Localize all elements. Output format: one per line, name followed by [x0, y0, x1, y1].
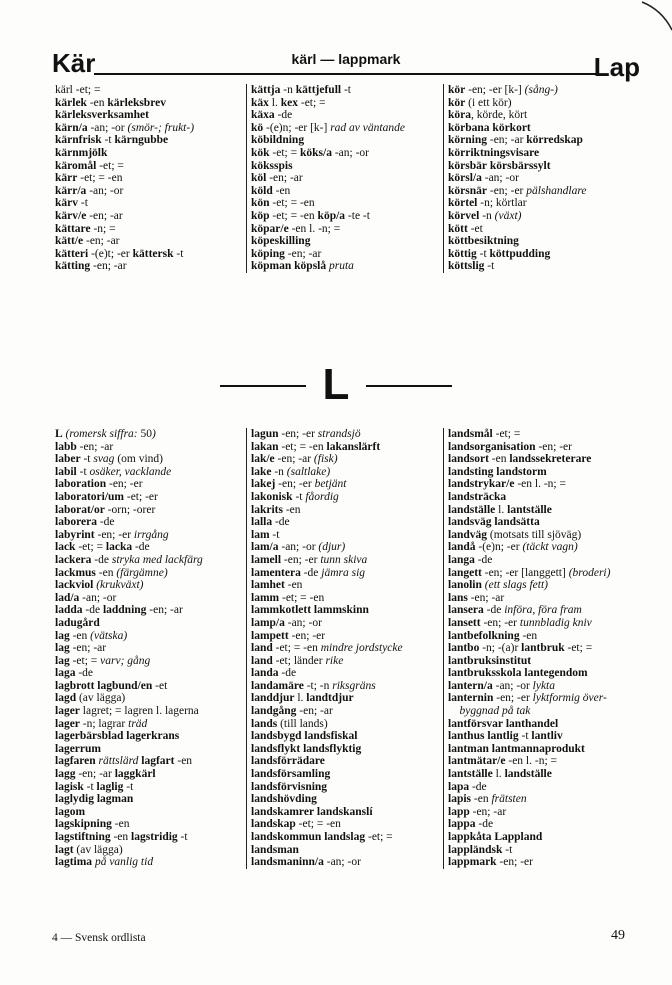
dictionary-entry: lantbruksskola lantegendom: [448, 667, 588, 680]
dictionary-entry: lammkotlett lammskinn: [251, 604, 369, 617]
dictionary-entry: landsträcka: [448, 490, 507, 503]
header-rule: [94, 73, 596, 75]
dictionary-entry: lackera -de stryka med lackfärg: [55, 553, 203, 566]
dictionary-entry: lagskipning -en: [55, 818, 130, 831]
dictionary-entry: lantställe l. landställe: [448, 768, 552, 781]
dictionary-entry: landå -(e)n; -er (täckt vagn): [448, 541, 578, 554]
dictionary-entry: köttig -t köttpudding: [448, 247, 551, 260]
dictionary-entry: lantbefolkning -en: [448, 629, 538, 642]
dictionary-entry: lapis -en frätsten: [448, 793, 527, 806]
dictionary-entry: köra, körde, kört: [448, 109, 528, 122]
dictionary-entry: lamentera -de jämra sig: [251, 566, 366, 579]
dictionary-entry: lantern/a -an; -or lykta: [448, 679, 556, 692]
dictionary-entry: lapa -de: [448, 780, 487, 793]
dictionary-entry: lans -en; -ar: [448, 591, 505, 604]
dictionary-entry: lam/a -an; -or (djur): [251, 541, 346, 554]
dictionary-entry: körtel -n; körtlar: [448, 197, 527, 210]
dictionary-entry: lands (till lands): [251, 717, 328, 730]
header-range: kärl — lappmark: [291, 51, 401, 67]
dictionary-entry: landsväg landsätta: [448, 516, 540, 529]
dictionary-entry: lager -n; lagrar träd: [55, 717, 148, 730]
dictionary-entry: laborat/or -orn; -orer: [55, 503, 156, 516]
dictionary-entry: lantbruksinstitut: [448, 654, 532, 667]
dictionary-entry: langa -de: [448, 553, 493, 566]
dictionary-entry: lackviol (krukväxt): [55, 579, 144, 592]
dictionary-entry: kö -(e)n; -er [k-] rad av väntande: [251, 121, 405, 134]
dictionary-entry: lampett -en; -er: [251, 629, 326, 642]
dictionary-entry: lam -t: [251, 528, 280, 541]
dictionary-entry: laber -t svag (om vind): [55, 453, 163, 466]
top-column-3: [444, 84, 640, 273]
dictionary-entry: kör -en; -er [k-] (sång-): [448, 84, 558, 96]
dictionary-entry: lamell -en; -er tunn skiva: [251, 553, 368, 566]
dictionary-entry: kärn/a -an; -or (smör-; frukt-): [55, 121, 195, 134]
dictionary-entry: landskap -et; = -en: [251, 818, 341, 831]
dictionary-entry: kättja -n kättjefull -t: [251, 84, 351, 96]
bottom-entry-columns: [52, 428, 640, 869]
dictionary-entry: kärr -et; = -en: [55, 172, 123, 185]
dictionary-entry: lappmark -en; -er: [448, 856, 533, 869]
dictionary-entry: lagerrum: [55, 742, 101, 755]
dictionary-entry: landgång -en; -ar: [251, 705, 333, 718]
dictionary-entry: körsbär körsbärssylt: [448, 159, 551, 172]
dictionary-entry: land -et; länder rike: [251, 654, 344, 667]
page-number: 49: [611, 928, 625, 943]
dictionary-entry: köping -en; -ar: [251, 247, 322, 260]
dictionary-entry: käxa -de: [251, 109, 293, 122]
dictionary-entry: kärnfrisk -t kärngubbe: [55, 134, 169, 147]
footer-book-title: 4 — Svensk ordlista: [52, 932, 146, 944]
dictionary-entry: land -et; = -en mindre jordstycke: [251, 642, 403, 655]
dictionary-entry: lack -et; = lacka -de: [55, 541, 150, 554]
dictionary-entry: landa -de: [251, 667, 297, 680]
dictionary-entry: käx l. kex -et; =: [251, 96, 326, 109]
dictionary-entry: köksspis: [251, 159, 293, 172]
dictionary-entry: lagt (av lägga): [55, 843, 123, 856]
dictionary-entry: köpeskilling: [251, 235, 311, 248]
dictionary-entry: kärl -et; =: [55, 84, 101, 96]
dictionary-entry: laglydig lagman: [55, 793, 134, 806]
top-column-1: [52, 84, 247, 273]
dictionary-entry: lagun -en; -er strandsjö: [251, 428, 361, 440]
page-corner-curve: [632, 0, 672, 40]
dictionary-entry: laboratori/um -et; -er: [55, 490, 158, 503]
dictionary-entry: labyrint -en; -er irrgång: [55, 528, 169, 541]
dictionary-entry: landsmål -et; =: [448, 428, 521, 440]
dictionary-entry: kättare -n; =: [55, 222, 116, 235]
page-header: [52, 44, 640, 82]
dictionary-entry: lakej -en; -er betjänt: [251, 478, 347, 491]
top-column-2: [247, 84, 444, 273]
dictionary-entry: landamäre -t; -n riksgräns: [251, 679, 376, 692]
dictionary-entry: lamp/a -an; -or: [251, 616, 322, 629]
dictionary-entry: L (romersk siffra: 50): [55, 428, 156, 440]
dictionary-entry: lansera -de införa, föra fram: [448, 604, 582, 617]
dictionary-entry: lagg -en; -ar laggkärl: [55, 768, 156, 781]
dictionary-entry: kärv -t: [55, 197, 88, 210]
dictionary-entry: kärr/a -an; -or: [55, 184, 124, 197]
dictionary-entry: körsl/a -an; -or: [448, 172, 519, 185]
top-entry-columns: [52, 84, 640, 273]
dictionary-entry: lappländsk -t: [448, 843, 513, 856]
dictionary-entry: landsting landstorm: [448, 465, 547, 478]
dictionary-entry: lak/e -en; -ar (fisk): [251, 453, 338, 466]
dictionary-entry: kärleksverksamhet: [55, 109, 149, 122]
dictionary-entry: lag -en; -ar: [55, 642, 107, 655]
dictionary-entry: landskamrer landskanslí: [251, 805, 373, 818]
section-letter: L: [322, 360, 350, 409]
dictionary-entry: lakonisk -t fåordig: [251, 490, 339, 503]
bottom-column-3: [444, 428, 640, 869]
dictionary-entry: körriktningsvisare: [448, 146, 540, 159]
dictionary-entry: lantförsvar lanthandel: [448, 717, 559, 730]
dictionary-entry: landsman: [251, 843, 299, 856]
dictionary-entry: körbana körkort: [448, 121, 531, 134]
dictionary-entry: köl -en; -ar: [251, 172, 303, 185]
dictionary-entry: köpar/e -en l. -n; =: [251, 222, 341, 235]
divider-rule-right: [366, 385, 452, 387]
dictionary-entry: landsbygd landsfiskal: [251, 730, 358, 743]
dictionary-entry: kätteri -(e)t; -er kättersk -t: [55, 247, 184, 260]
dictionary-entry: landsförvisning: [251, 780, 328, 793]
dictionary-entry: landdjur l. landtdjur: [251, 692, 354, 705]
left-guide-word: Kär: [52, 48, 96, 78]
dictionary-entry: köttbesiktning: [448, 235, 519, 248]
dictionary-entry: lapp -en; -ar: [448, 805, 507, 818]
dictionary-entry: lagfaren rättslärd lagfart -en: [55, 755, 193, 768]
dictionary-entry: landställe l. lantställe: [448, 503, 552, 516]
dictionary-entry: landsmaninn/a -an; -or: [251, 856, 361, 869]
dictionary-entry: laborera -de: [55, 516, 115, 529]
dictionary-entry: kön -et; = -en: [251, 197, 315, 210]
dictionary-entry: labb -en; -ar: [55, 440, 114, 453]
dictionary-entry: kärnmjölk: [55, 146, 108, 159]
dictionary-entry: lanolin (ett slags fett): [448, 579, 549, 592]
dictionary-entry: lantmätar/e -en l. -n; =: [448, 755, 557, 768]
dictionary-entry: kött -et: [448, 222, 483, 235]
dictionary-entry: labil -t osäker, vacklande: [55, 465, 172, 478]
dictionary-entry: köbildning: [251, 134, 305, 147]
dictionary-entry: lag -en (vätska): [55, 629, 128, 642]
dictionary-entry: lappa -de: [448, 818, 494, 831]
dictionary-entry: landstrykar/e -en l. -n; =: [448, 478, 566, 491]
dictionary-entry: körsnär -en; -er pälshandlare: [448, 184, 587, 197]
dictionary-entry: kärv/e -en; -ar: [55, 209, 123, 222]
dictionary-entry: lagerbärsblad lagerkrans: [55, 730, 180, 743]
dictionary-entry: lagisk -t laglig -t: [55, 780, 134, 793]
dictionary-entry: byggnad på tak: [459, 705, 531, 718]
dictionary-entry: lake -n (saltlake): [251, 465, 331, 478]
dictionary-entry: landsorganisation -en; -er: [448, 440, 572, 453]
dictionary-entry: köld -en: [251, 184, 291, 197]
dictionary-entry: ladda -de laddning -en; -ar: [55, 604, 183, 617]
dictionary-entry: lamm -et; = -en: [251, 591, 325, 604]
dictionary-entry: lad/a -an; -or: [55, 591, 117, 604]
dictionary-entry: landsflykt landsflyktig: [251, 742, 362, 755]
dictionary-entry: kök -et; = köks/a -an; -or: [251, 146, 369, 159]
dictionary-entry: kätting -en; -ar: [55, 260, 127, 273]
dictionary-entry: käromål -et; =: [55, 159, 124, 172]
dictionary-entry: landshövding: [251, 793, 317, 806]
dictionary-entry: lackmus -en (färgämne): [55, 566, 168, 579]
dictionary-entry: lantbo -n; -(a)r lantbruk -et; =: [448, 642, 593, 655]
dictionary-entry: lantman lantmannaprodukt: [448, 742, 585, 755]
dictionary-entry: landväg (motsats till sjöväg): [448, 528, 582, 541]
dictionary-entry: lagtima på vanlig tid: [55, 856, 154, 869]
dictionary-entry: langett -en; -er [langgett] (broderi): [448, 566, 611, 579]
dictionary-entry: kärlek -en kärleksbrev: [55, 96, 166, 109]
dictionary-entry: landsort -en landssekreterare: [448, 453, 592, 466]
dictionary-entry: kör (i ett kör): [448, 96, 512, 109]
letter-section-divider: [220, 360, 452, 410]
bottom-column-2: [247, 428, 444, 869]
dictionary-entry: lappkåta Lappland: [448, 831, 543, 843]
dictionary-entry: lakrits -en: [251, 503, 301, 516]
dictionary-entry: lagstiftning -en lagstridig -t: [55, 831, 188, 843]
dictionary-entry: ladugård: [55, 616, 100, 629]
dictionary-entry: körning -en; -ar körredskap: [448, 134, 583, 147]
dictionary-entry: lamhet -en: [251, 579, 303, 592]
dictionary-entry: lanternin -en; -er lyktformig över-: [448, 692, 607, 705]
dictionary-entry: köpman köpslå pruta: [251, 260, 354, 273]
dictionary-entry: lager lagret; = lagren l. lagerna: [55, 705, 199, 718]
dictionary-entry: körvel -n (växt): [448, 209, 522, 222]
dictionary-entry: lagom: [55, 805, 86, 818]
right-guide-word: Lap: [593, 52, 640, 82]
dictionary-entry: kätt/e -en; -ar: [55, 235, 120, 248]
dictionary-entry: lakan -et; = -en lakanslärft: [251, 440, 381, 453]
dictionary-entry: laga -de: [55, 667, 94, 680]
dictionary-entry: lagd (av lägga): [55, 692, 126, 705]
dictionary-entry: köp -et; = -en köp/a -te -t: [251, 209, 370, 222]
dictionary-entry: lalla -de: [251, 516, 290, 529]
dictionary-entry: lanthus lantlig -t lantliv: [448, 730, 563, 743]
dictionary-entry: lagbrott lagbund/en -et: [55, 679, 168, 692]
dictionary-entry: landskommun landslag -et; =: [251, 831, 393, 843]
bottom-column-1: [52, 428, 247, 869]
dictionary-entry: lag -et; = varv; gång: [55, 654, 151, 667]
dictionary-entry: landsförrädare: [251, 755, 325, 768]
dictionary-entry: landsförsamling: [251, 768, 331, 781]
dictionary-entry: laboration -en; -er: [55, 478, 143, 491]
dictionary-entry: köttslig -t: [448, 260, 495, 273]
dictionary-entry: lansett -en; -er tunnbladig kniv: [448, 616, 592, 629]
